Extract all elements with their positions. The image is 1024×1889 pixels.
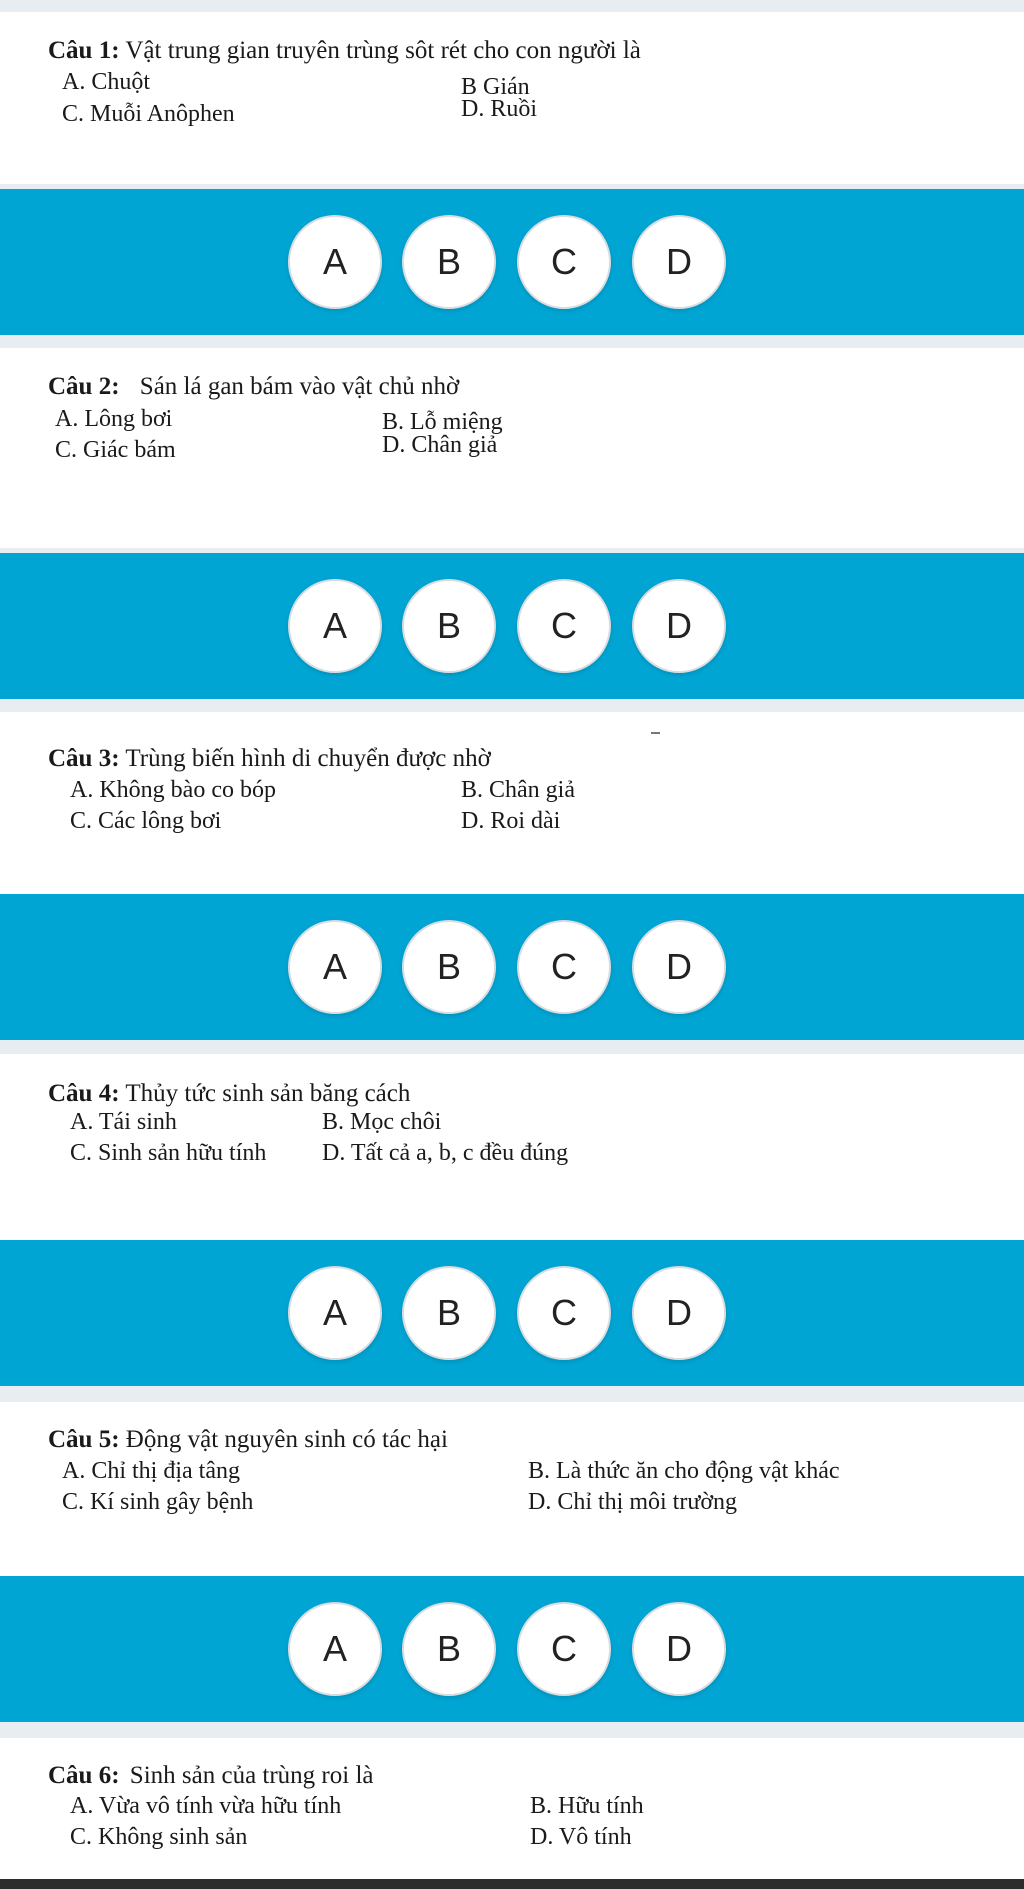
option-a: A. Không bào co bóp bbox=[70, 777, 276, 803]
question-label: Câu 3: bbox=[48, 745, 120, 772]
question-card-6 bbox=[0, 1738, 1024, 1879]
answer-c-button[interactable]: C bbox=[517, 1602, 611, 1696]
answer-a-button[interactable]: A bbox=[288, 215, 382, 309]
question-text: Sán lá gan bám vào vật chủ nhờ bbox=[139, 373, 460, 400]
answer-band-3 bbox=[0, 894, 1024, 1040]
option-b: B. Lỗ miệng bbox=[382, 409, 503, 435]
answer-c-button[interactable]: C bbox=[517, 920, 611, 1014]
question-label: Câu 4: bbox=[48, 1080, 120, 1107]
answer-b-button[interactable]: B bbox=[402, 920, 496, 1014]
option-d: D. Ruồi bbox=[461, 96, 538, 122]
answer-band-2 bbox=[0, 553, 1024, 699]
option-a: A. Chỉ thị địa tâng bbox=[62, 1458, 240, 1484]
option-b: B. Là thức ăn cho động vật khác bbox=[528, 1458, 840, 1484]
option-d: D. Chân giả bbox=[382, 432, 498, 458]
bottom-bar bbox=[0, 1879, 1024, 1889]
option-b: B. Hữu tính bbox=[530, 1793, 644, 1819]
answer-d-button[interactable]: D bbox=[632, 1602, 726, 1696]
option-a: A. Vừa vô tính vừa hữu tính bbox=[70, 1793, 342, 1819]
question-text: Động vật nguyên sinh có tác hại bbox=[125, 1426, 448, 1453]
answer-band-4 bbox=[0, 1240, 1024, 1386]
answer-d-button[interactable]: D bbox=[632, 579, 726, 673]
question-card-3 bbox=[0, 712, 1024, 894]
option-b: B. Chân giả bbox=[461, 777, 575, 803]
stray-mark bbox=[651, 732, 660, 734]
answer-c-button[interactable]: C bbox=[517, 215, 611, 309]
answer-b-button[interactable]: B bbox=[402, 579, 496, 673]
option-d: D. Roi dài bbox=[461, 808, 561, 834]
answer-a-button[interactable]: A bbox=[288, 920, 382, 1014]
answer-band-1 bbox=[0, 189, 1024, 335]
option-a: A. Lông bơi bbox=[55, 406, 173, 432]
question-label: Câu 1: bbox=[48, 37, 120, 64]
option-c: C. Muỗi Anôphen bbox=[62, 101, 235, 127]
answer-d-button[interactable]: D bbox=[632, 1266, 726, 1360]
question-card-1 bbox=[0, 12, 1024, 184]
option-c: C. Sinh sản hữu tính bbox=[70, 1140, 267, 1166]
answer-c-button[interactable]: C bbox=[517, 1266, 611, 1360]
answer-a-button[interactable]: A bbox=[288, 1266, 382, 1360]
option-b: B. Mọc chôi bbox=[322, 1109, 442, 1135]
option-d: D. Vô tính bbox=[530, 1824, 632, 1850]
option-c: C. Kí sinh gây bệnh bbox=[62, 1489, 254, 1515]
answer-d-button[interactable]: D bbox=[632, 920, 726, 1014]
question-label: Câu 2: bbox=[48, 373, 120, 400]
option-b: B Gián bbox=[461, 74, 530, 100]
question-title bbox=[48, 746, 491, 771]
question-label: Câu 6: bbox=[48, 1762, 120, 1789]
question-title bbox=[48, 1081, 410, 1106]
answer-b-button[interactable]: B bbox=[402, 1266, 496, 1360]
question-text: Trùng biến hình di chuyển được nhờ bbox=[125, 745, 491, 772]
option-a: A. Chuột bbox=[62, 69, 151, 95]
option-d: D. Tất cả a, b, c đều đúng bbox=[322, 1140, 569, 1166]
question-card-4 bbox=[0, 1054, 1024, 1240]
question-card-5 bbox=[0, 1402, 1024, 1576]
answer-a-button[interactable]: A bbox=[288, 579, 382, 673]
option-a: A. Tái sinh bbox=[70, 1109, 177, 1135]
option-c: C. Không sinh sản bbox=[70, 1824, 248, 1850]
question-title bbox=[48, 1427, 448, 1452]
question-text: Vật trung gian truyên trùng sôt rét cho con người là bbox=[125, 37, 641, 64]
question-text: Sinh sản của trùng roi là bbox=[129, 1762, 374, 1789]
question-label: Câu 5: bbox=[48, 1426, 120, 1453]
answer-c-button[interactable]: C bbox=[517, 579, 611, 673]
question-card-2 bbox=[0, 348, 1024, 548]
answer-a-button[interactable]: A bbox=[288, 1602, 382, 1696]
answer-b-button[interactable]: B bbox=[402, 215, 496, 309]
answer-b-button[interactable]: B bbox=[402, 1602, 496, 1696]
question-title bbox=[48, 374, 459, 399]
option-d: D. Chỉ thị môi trường bbox=[528, 1489, 738, 1515]
answer-band-5 bbox=[0, 1576, 1024, 1722]
question-text: Thủy tức sinh sản băng cách bbox=[125, 1080, 411, 1107]
question-title bbox=[48, 1763, 374, 1788]
answer-d-button[interactable]: D bbox=[632, 215, 726, 309]
question-title bbox=[48, 38, 641, 63]
option-c: C. Các lông bơi bbox=[70, 808, 222, 834]
option-c: C. Giác bám bbox=[55, 437, 176, 463]
